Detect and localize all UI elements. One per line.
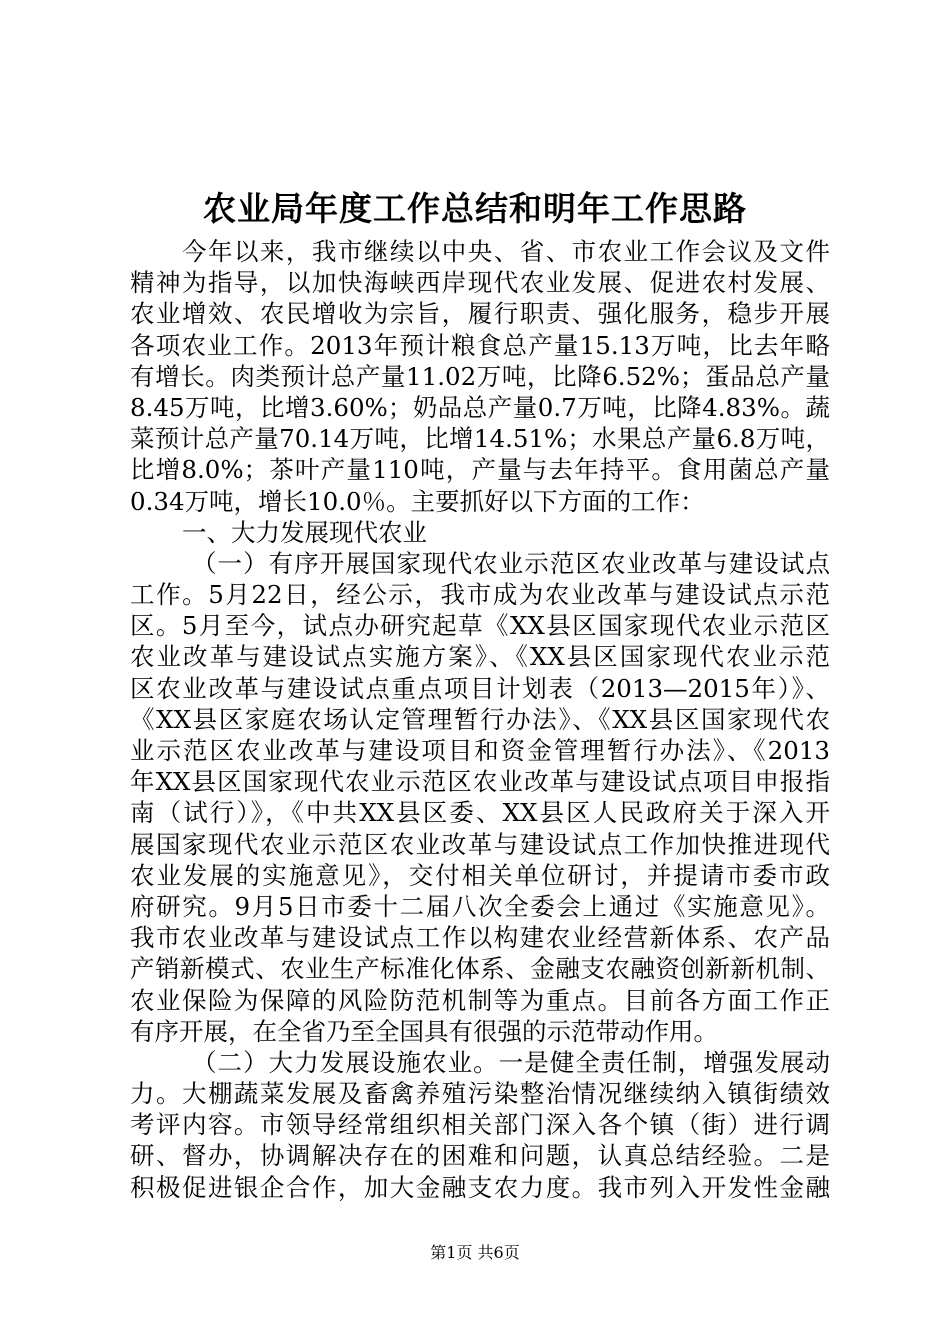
- body-line: 积极促进银企合作，加大金融支农力度。我市列入开发性金融: [130, 1172, 830, 1202]
- body-line: 展国家现代农业示范区农业改革与建设试点工作加快推进现代: [130, 829, 830, 859]
- body-line: 业示范区农业改革与建设项目和资金管理暂行办法》、《2013: [130, 736, 830, 765]
- section-heading: 一、大力发展现代农业: [182, 517, 427, 547]
- body-line: 南（试行）》，《中共XX县区委、XX县区人民政府关于深入开: [130, 798, 830, 828]
- body-line: 今年以来，我市继续以中央、省、市农业工作会议及文件: [182, 237, 830, 266]
- body-line: 《XX县区家庭农场认定管理暂行办法》、《XX县区国家现代农: [130, 704, 830, 734]
- body-line: 考评内容。市领导经常组织相关部门深入各个镇（街）进行调: [130, 1110, 830, 1140]
- body-line: 有序开展，在全省乃至全国具有很强的示范带动作用。: [130, 1016, 718, 1046]
- body-line: 府研究。9月5日市委十二届八次全委会上通过《实施意见》。: [130, 891, 830, 921]
- body-line: 比增8.0%；茶叶产量110吨，产量与去年持平。食用菌总产量: [130, 455, 830, 485]
- body-line: 产销新模式、农业生产标准化体系、金融支农融资创新新机制、: [130, 954, 830, 984]
- body-line: 农业发展的实施意见》，交付相关单位研讨，并提请市委市政: [130, 860, 830, 890]
- body-line: 各项农业工作。2013年预计粮食总产量15.13万吨，比去年略: [130, 330, 830, 360]
- body-line: 工作。5月22日，经公示，我市成为农业改革与建设试点示范: [130, 580, 830, 610]
- body-line: 菜预计总产量70.14万吨，比增14.51%；水果总产量6.8万吨，: [130, 424, 830, 454]
- body-line: 区农业改革与建设试点重点项目计划表（2013—2015年）》、: [130, 673, 830, 703]
- body-line: 0.34万吨，增长10.0％。主要抓好以下方面的工作：: [130, 486, 705, 516]
- body-line: 区。5月至今，试点办研究起草《XX县区国家现代农业示范区: [130, 611, 830, 641]
- body-line: 研、督办，协调解决存在的困难和问题，认真总结经验。二是: [130, 1141, 830, 1171]
- body-line: （二）大力发展设施农业。一是健全责任制，增强发展动: [192, 1047, 830, 1077]
- page-number: 第1页 共6页: [430, 1243, 520, 1262]
- body-line: 农业增效、农民增收为宗旨，履行职责、强化服务，稳步开展: [130, 299, 830, 329]
- body-line: 年XX县区国家现代农业示范区农业改革与建设试点项目申报指: [130, 767, 830, 797]
- body-line: 8.45万吨，比增3.60%；奶品总产量0.7万吨，比降4.83%。蔬: [130, 392, 830, 422]
- body-line: 农业保险为保障的风险防范机制等为重点。目前各方面工作正: [130, 985, 830, 1015]
- body-line: 有增长。肉类预计总产量11.02万吨，比降6.52%；蛋品总产量: [130, 361, 830, 391]
- body-line: （一）有序开展国家现代农业示范区农业改革与建设试点: [192, 548, 830, 578]
- document-body: [130, 236, 830, 1203]
- document-title: 农业局年度工作总结和明年工作思路: [203, 189, 747, 228]
- body-line: 力。大棚蔬菜发展及畜禽养殖污染整治情况继续纳入镇街绩效: [130, 1079, 830, 1109]
- body-line: 精神为指导，以加快海峡西岸现代农业发展、促进农村发展、: [130, 268, 830, 298]
- body-line: 我市农业改革与建设试点工作以构建农业经营新体系、农产品: [130, 923, 830, 953]
- body-line: 农业改革与建设试点实施方案》、《XX县区国家现代农业示范: [130, 642, 830, 672]
